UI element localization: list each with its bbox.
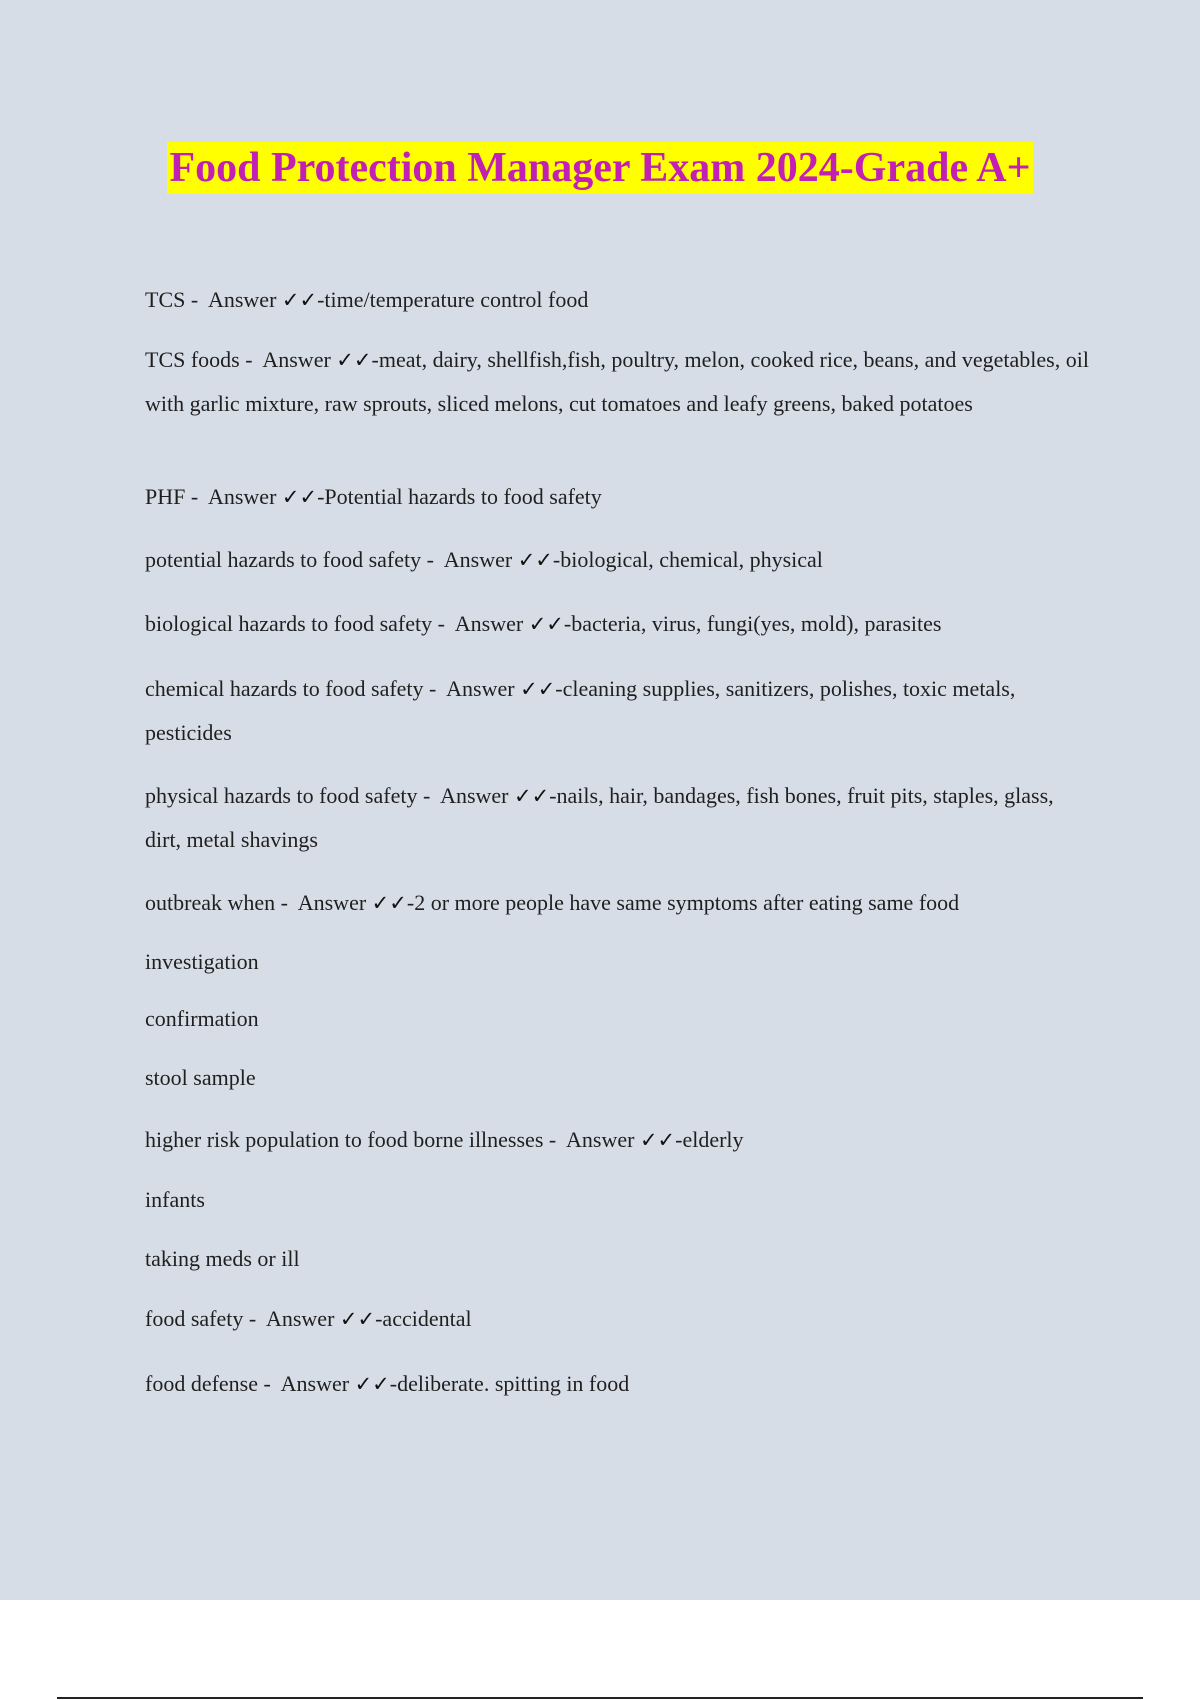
qa-entry — [145, 1362, 1095, 1406]
title-container — [0, 142, 1200, 194]
entry-separator: - Answer — [243, 1306, 340, 1331]
entry-answer: -nails, hair, bandages, fish bones, fruit pits, staples, glass, dirt, metal shavings — [145, 783, 1060, 852]
entry-term: taking meds or ill — [145, 1246, 300, 1271]
entry-answer: -2 or more people have same symptoms after eating same food — [406, 890, 960, 915]
double-check-icon: ✓✓ — [339, 1307, 376, 1331]
entry-term: infants — [145, 1187, 205, 1212]
qa-entry — [145, 774, 1095, 862]
entry-answer: -Potential hazards to food safety — [317, 484, 602, 509]
entry-answer: -elderly — [675, 1127, 744, 1152]
double-check-icon: ✓✓ — [517, 548, 553, 572]
qa-entry — [145, 667, 1095, 755]
entry-separator: - Answer — [417, 783, 515, 808]
entry-term: chemical hazards to food safety — [145, 676, 424, 701]
double-check-icon: ✓✓ — [371, 891, 407, 915]
entry-separator: - Answer — [432, 611, 529, 636]
qa-entry — [145, 1118, 1095, 1162]
qa-entry — [145, 602, 1095, 646]
qa-entry — [145, 475, 1095, 519]
entry-separator: - Answer — [185, 484, 282, 509]
entry-term: investigation — [145, 949, 259, 974]
double-check-icon: ✓✓ — [281, 485, 318, 509]
qa-entry — [145, 881, 1095, 925]
entry-answer: -biological, chemical, physical — [552, 547, 823, 572]
qa-entry — [145, 940, 1095, 984]
entry-separator: - Answer — [239, 347, 337, 372]
double-check-icon: ✓✓ — [514, 784, 550, 808]
entry-term: TCS foods — [145, 347, 240, 372]
double-check-icon: ✓✓ — [520, 677, 556, 701]
entry-separator: - Answer — [275, 890, 372, 915]
double-check-icon: ✓✓ — [281, 288, 318, 312]
entry-separator: - Answer — [423, 676, 521, 701]
entry-answer: -accidental — [375, 1306, 472, 1331]
entry-term: TCS — [145, 287, 186, 312]
double-check-icon: ✓✓ — [639, 1128, 676, 1152]
entry-term: higher risk population to food borne illnesses — [145, 1127, 544, 1152]
page-title: Food Protection Manager Exam 2024-Grade A+ — [167, 142, 1032, 194]
entry-answer: -time/temperature control food — [317, 287, 589, 312]
qa-entry — [145, 1297, 1095, 1341]
qa-entry — [145, 278, 1095, 322]
double-check-icon: ✓✓ — [336, 348, 372, 372]
qa-entry — [145, 338, 1095, 426]
entry-term: physical hazards to food safety — [145, 783, 418, 808]
entry-term: food defense — [145, 1371, 259, 1396]
qa-entry — [145, 1237, 1095, 1281]
entry-separator: - Answer — [421, 547, 518, 572]
entry-separator: - Answer — [185, 287, 282, 312]
entry-term: biological hazards to food safety — [145, 611, 433, 636]
footer-divider — [57, 1697, 1143, 1699]
entry-answer: -meat, dairy, shellfish,fish, poultry, melon, cooked rice, beans, and vegetables, oil with garlic mixture, raw sprouts, sliced melons, cut tomatoes and leafy greens, baked potatoes — [145, 347, 1095, 416]
double-check-icon: ✓✓ — [528, 612, 564, 636]
entry-answer: -cleaning supplies, sanitizers, polishes, toxic metals, pesticides — [145, 676, 1021, 745]
qa-entry — [145, 538, 1095, 582]
entry-term: potential hazards to food safety — [145, 547, 422, 572]
entry-term: confirmation — [145, 1006, 259, 1031]
qa-entry — [145, 997, 1095, 1041]
entry-separator: - Answer — [258, 1371, 355, 1396]
entry-answer: -bacteria, virus, fungi(yes, mold), parasites — [563, 611, 942, 636]
entry-term: stool sample — [145, 1065, 256, 1090]
qa-entry — [145, 1056, 1095, 1100]
entry-term: PHF — [145, 484, 186, 509]
entry-answer: -deliberate. spitting in food — [389, 1371, 630, 1396]
entry-term: food safety — [145, 1306, 244, 1331]
entry-separator: - Answer — [543, 1127, 640, 1152]
double-check-icon: ✓✓ — [354, 1372, 390, 1396]
entry-term: outbreak when — [145, 890, 276, 915]
qa-entry — [145, 1178, 1095, 1222]
